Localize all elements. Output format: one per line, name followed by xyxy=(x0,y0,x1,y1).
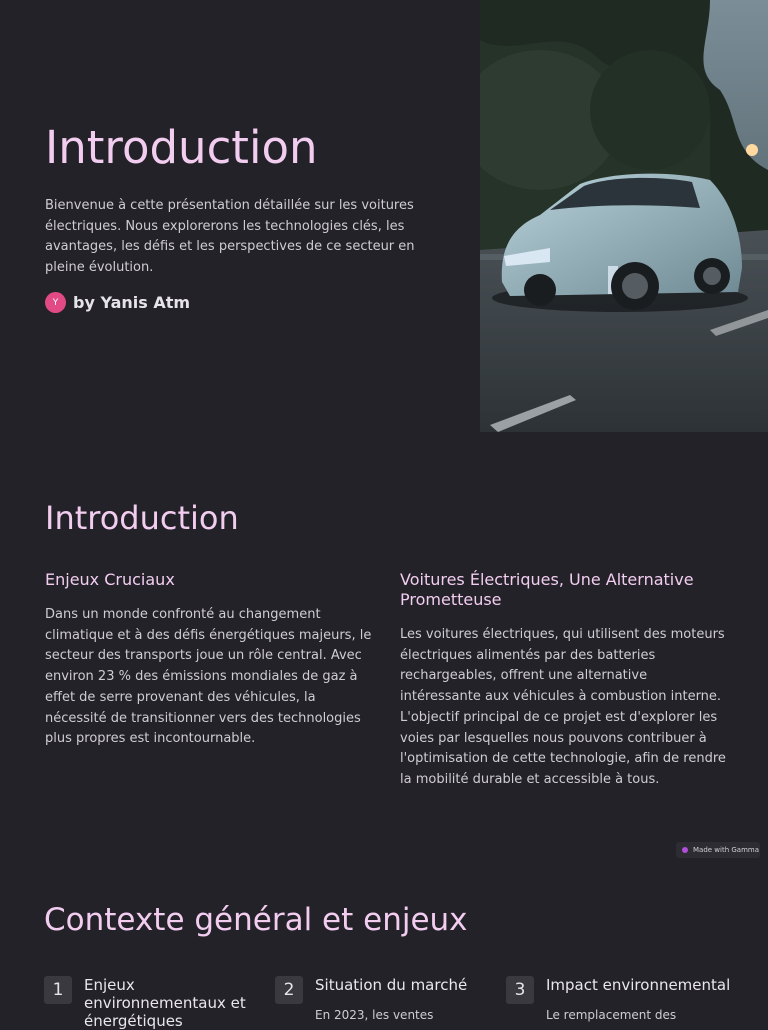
column-heading-voitures: Voitures Électriques, Une Alternative Prometteuse xyxy=(400,570,694,609)
slide-title: Contexte général et enjeux xyxy=(44,902,468,938)
hero-description: Bienvenue à cette présentation détaillée sur les voitures électriques. Nous explorerons les technologies clés, les avantages, les défis et les perspectives de ce secteur en pleine évolution. xyxy=(45,198,415,276)
column-text-voitures: Les voitures électriques, qui utilisent des moteurs électriques alimentés par des batteries rechargeables, offrent une alternative intéressante aux véhicules à combustion interne. L'objectif principal de ce projet est d'explorer les voies par lesquelles nous pouvons contribuer à l'optimisation de cette technologie, afin de rendre la mobilité durable et accessible à tous. xyxy=(400,627,726,787)
step-text: Le remplacement des xyxy=(546,1008,677,1022)
step-number: 3 xyxy=(506,976,534,1004)
step-heading: Impact environnemental xyxy=(546,976,731,994)
step-heading: Situation du marché xyxy=(315,976,468,994)
context-slide xyxy=(0,862,768,1030)
car-image xyxy=(480,0,768,432)
step-number: 1 xyxy=(44,976,72,1004)
author-line xyxy=(45,292,190,313)
badge-label: Made with Gamma xyxy=(693,846,760,854)
step-number: 2 xyxy=(275,976,303,1004)
introduction-slide xyxy=(0,432,768,862)
hero-slide xyxy=(0,0,768,432)
column-text-enjeux: Dans un monde confronté au changement climatique et à des défis énergétiques majeurs, le secteur des transports joue un rôle central. Avec environ 23 % des émissions mondiales de gaz à effet de serre provenant des véhicules, la nécessité de transitionner vers des technologies plus propres est incontournable. xyxy=(45,607,372,747)
hero-title: Introduction xyxy=(45,121,318,174)
made-with-gamma-badge[interactable] xyxy=(676,842,760,858)
gamma-logo-icon xyxy=(682,847,688,853)
step-heading: Enjeux environnementaux et énergétiques xyxy=(84,976,246,1030)
column-heading-enjeux: Enjeux Cruciaux xyxy=(45,570,175,589)
step-text: En 2023, les ventes xyxy=(315,1008,434,1022)
slide-title: Introduction xyxy=(45,499,239,537)
author-name: by Yanis Atm xyxy=(73,293,191,312)
avatar: Y xyxy=(45,292,66,313)
